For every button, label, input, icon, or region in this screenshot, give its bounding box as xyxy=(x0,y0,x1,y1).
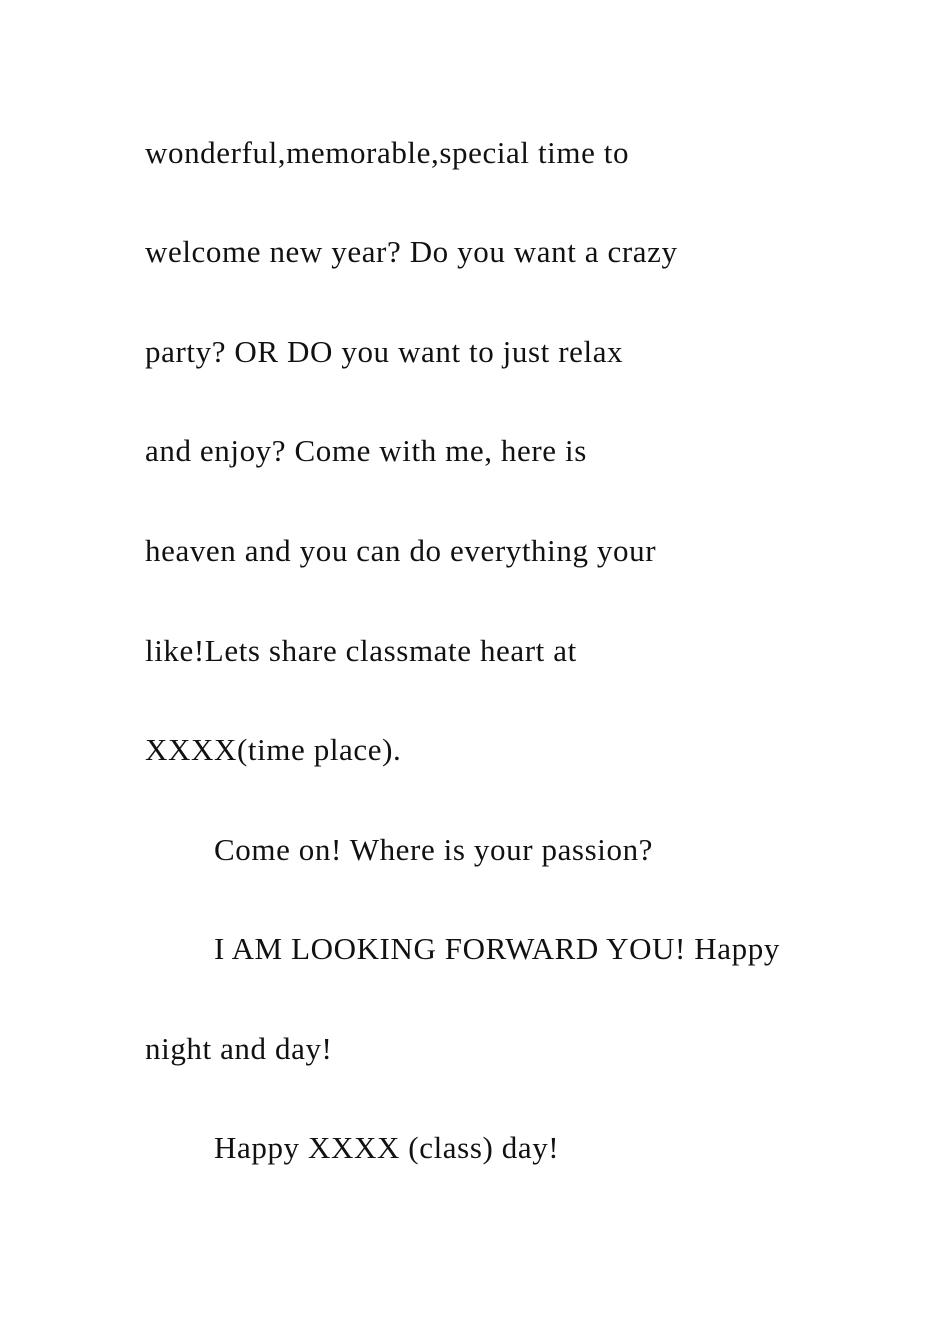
body-text-line: party? OR DO you want to just relax xyxy=(145,334,624,369)
paragraph-first-line: Happy XXXX (class) day! xyxy=(214,1130,560,1165)
paragraph-first-line: Come on! Where is your passion? xyxy=(214,832,654,867)
paragraph-first-line: I AM LOOKING FORWARD YOU! Happy xyxy=(214,931,780,966)
body-text-line: like!Lets share classmate heart at xyxy=(145,633,577,668)
body-text-line: heaven and you can do everything your xyxy=(145,533,657,568)
body-text-line: welcome new year? Do you want a crazy xyxy=(145,234,678,269)
body-text-line: night and day! xyxy=(145,1031,333,1066)
body-text-line: XXXX(time place). xyxy=(145,732,402,767)
body-text-line: and enjoy? Come with me, here is xyxy=(145,433,587,468)
body-text-line: wonderful,memorable,special time to xyxy=(145,135,630,170)
